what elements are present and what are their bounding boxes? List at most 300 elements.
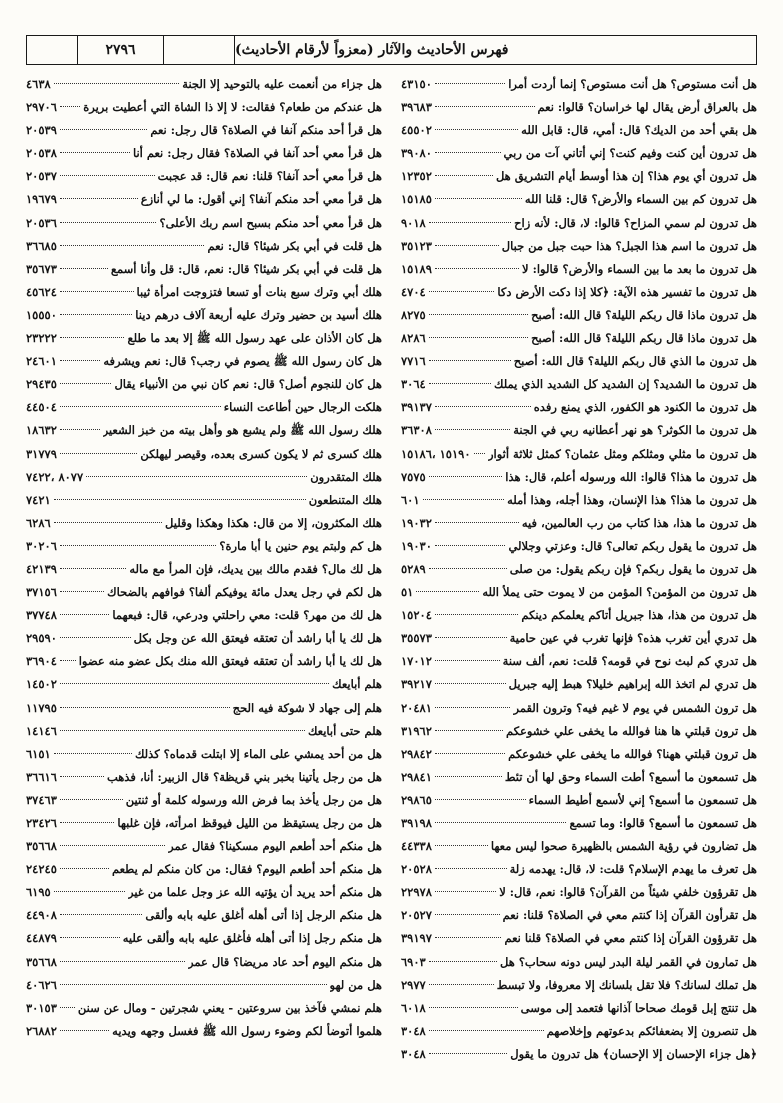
entry-text: هلم نمشي فآخذ بين سروعتين - يعني شجرتين - ومال عن سنن [77, 1000, 382, 1015]
index-entry [401, 697, 757, 720]
entry-text: هل تدرون ما هذا، هذا كتاب من رب العالمين، فيه [521, 515, 757, 530]
entry-text: هل تدرون ما الذي قال ربكم الليلة؟ قال الله: أصبح [513, 354, 757, 369]
index-entry [401, 142, 757, 165]
entry-reference: ٤٣١٥٠ [401, 77, 432, 91]
entry-reference: ٢٦٨٨٢ [26, 1023, 57, 1038]
page-header [26, 35, 757, 65]
dot-leader [60, 106, 80, 107]
dot-leader [435, 429, 510, 430]
dot-leader [474, 453, 485, 454]
dot-leader [60, 1030, 109, 1031]
entry-reference: ٣٥٦٦٨ [26, 954, 57, 969]
entry-text: هل لك مال؟ فقدم مالك بين يديك، فإن المرأ مع ماله [129, 561, 382, 576]
entry-text: هلم إلى جهاد لا شوكة فيه الحج [232, 700, 382, 715]
entry-reference: ٢٠٥٣٩ [26, 123, 57, 138]
entry-reference: ٦٠١٨ [401, 1000, 426, 1015]
entry-reference: ٢٠٥٢٧ [401, 908, 432, 923]
index-entry [26, 466, 382, 489]
entry-text: هل قرأ معي أحد منكم آنفا؟ إني أقول: ما لي أنازع [140, 192, 382, 207]
entry-reference: ٥٢٨٩ [401, 561, 426, 576]
entry-reference: ٣٧٤٦٣ [26, 792, 57, 807]
dot-leader [435, 198, 522, 199]
entry-text: هل كان الأذان على عهد رسول الله ﷺ إلا بعد ما طلع [127, 331, 382, 346]
entry-text: هلم أبايعك [332, 677, 382, 692]
entry-reference: ٣٩٠٨٠ [401, 146, 432, 161]
index-entry [26, 904, 382, 927]
entry-text: هل لك يا أبا راشد أن تعتقه فيعتق الله عن وجل بكل [133, 631, 382, 646]
entry-reference: ٩٠١٨ [401, 215, 426, 230]
entry-text: هل تدرون لم سمي المزاح؟ قالوا: لا، قال: لأنه زاح [514, 215, 757, 230]
entry-reference: ٤٥٦٢٤ [26, 284, 57, 299]
dot-leader [60, 314, 132, 315]
dot-leader [60, 660, 76, 661]
entry-reference: ١٥٢٠٤ [401, 608, 432, 623]
entry-text: هلك أسيد بن حضير وترك عليه أربعة آلاف درهم دينا [135, 307, 382, 322]
dot-leader [435, 753, 505, 754]
entry-text: هل بالعراق أرض يقال لها خراسان؟ قالوا: نعم [537, 100, 757, 115]
dot-leader [60, 175, 155, 176]
entry-text: هل تعرف ما يهدم الإسلام؟ قلت: لا، قال: يهدمه زلة [509, 862, 757, 877]
entry-text: هل قرأ أحد منكم آنفا في الصلاة؟ قال رجل: نعم [150, 123, 382, 138]
dot-leader [429, 222, 511, 223]
index-entry [26, 927, 382, 950]
dot-leader [435, 845, 488, 846]
entry-text: هل تدرون ما مثلي ومثلكم ومثل عثمان؟ كمثل ثلاثة أثوار [487, 446, 757, 461]
entry-text: هل تدري لم اتخذ الله إبراهيم خليلا؟ هبط إليه جبريل [508, 677, 757, 692]
dot-leader [429, 1007, 518, 1008]
dot-leader [54, 753, 132, 754]
entry-reference: ٢٩٨٤٢ [401, 746, 432, 761]
entry-reference: ٦٠١ [401, 492, 420, 507]
index-entry [26, 512, 382, 535]
dot-leader [60, 1007, 75, 1008]
dot-leader [60, 799, 123, 800]
index-entry [401, 627, 757, 650]
index-entry [26, 142, 382, 165]
dot-leader [60, 683, 329, 684]
dot-leader [435, 891, 496, 892]
index-entry [401, 835, 757, 858]
entry-reference: ٣٥٥٧٣ [401, 631, 432, 646]
dot-leader [429, 360, 511, 361]
dot-leader [429, 961, 497, 962]
dot-leader [60, 268, 108, 269]
entry-reference: ٨٢٨٦ [401, 331, 426, 346]
entry-text: هل تسمعون ما أسمع؟ إني لأسمع أطيط السماء [528, 792, 757, 807]
dot-leader [60, 776, 104, 777]
index-entry [401, 466, 757, 489]
entry-reference: ٣٥٦٧٣ [26, 261, 57, 276]
entry-text: هل تملك لسانك؟ فلا تقل بلسانك إلا معروفا، ولا تبسط [496, 977, 757, 992]
dot-leader [54, 891, 125, 892]
entry-text: هل تدرون ما بعد ما بين السماء والأرض؟ قالوا: لا [522, 261, 757, 276]
entry-reference: ١٨٦٣٢ [26, 423, 57, 438]
dot-leader [435, 914, 500, 915]
entry-reference: ٣٩٦٨٣ [401, 100, 432, 115]
entry-reference: ٣٠١٥٣ [26, 1000, 57, 1015]
dot-leader [60, 198, 138, 199]
entry-reference: ٣٠٤٨ [401, 1046, 426, 1061]
entry-text: هل ترون الشمس في يوم لا غيم فيه؟ وترون القمر [513, 700, 757, 715]
index-entry [26, 974, 382, 997]
dot-leader [54, 83, 180, 84]
entry-text: هل منكم أحد أطعم اليوم مسكينا؟ فقال عمر [168, 839, 382, 854]
dot-leader [435, 545, 506, 546]
index-entry [26, 443, 382, 466]
entry-text: هل منكم اليوم أحد عاد مريضا؟ قال عمر [188, 954, 382, 969]
index-entry [401, 73, 757, 96]
index-entry [401, 812, 757, 835]
dot-leader [423, 499, 505, 500]
index-entry [26, 673, 382, 696]
entry-text: هل تدرون ماذا قال ربكم الليلة؟ قال الله: أصبح [531, 307, 757, 322]
dot-leader [54, 499, 306, 500]
dot-leader [435, 799, 526, 800]
entry-reference: ٢٠٥٣٧ [26, 169, 57, 184]
entry-text: هل من رجل يأخذ بما فرض الله ورسوله كلمة أو ثنتين [125, 792, 382, 807]
index-entry [401, 489, 757, 512]
entry-text: هل من رجل يستيقظ من الليل فيوقظ امرأته، فإن غلبها [117, 816, 382, 830]
dot-leader [429, 383, 491, 384]
entry-text: هل قرأ معي أحد آنفا في الصلاة؟ فقال رجل: نعم أنا [132, 146, 382, 161]
entry-reference: ١٩٠٣٠ [401, 538, 432, 553]
index-entry [26, 558, 382, 581]
dot-leader [435, 683, 506, 684]
entry-reference: ٨٢٧٥ [401, 307, 426, 322]
entry-text: هل منكم أحد يريد أن يؤتيه الله عز وجل علما من غير [127, 885, 382, 900]
entry-reference: ٣٦٦١٦ [26, 769, 57, 784]
dot-leader [429, 314, 528, 315]
entry-reference: ٦١٥١ [26, 746, 51, 761]
index-entry [401, 188, 757, 211]
dot-leader [429, 291, 495, 292]
entry-text: هل لك يا أبا راشد أن تعتقه فيعتق الله منك بكل عضو منه عضوا [78, 654, 382, 669]
entry-reference: ٢٠٥٣٨ [26, 146, 57, 161]
entry-reference: ٢٤٦٠١ [26, 354, 57, 369]
index-entry [401, 720, 757, 743]
index-entry [401, 165, 757, 188]
dot-leader [435, 106, 535, 107]
index-entry [26, 951, 382, 974]
entry-text: هل قلت في أبي بكر شيئا؟ قال: نعم، قال: قل وأنا أسمع [110, 261, 382, 276]
entry-reference: ١٤٥٠٢ [26, 677, 57, 692]
dot-leader [435, 175, 493, 176]
index-entry [401, 119, 757, 142]
entry-text: هل كم ولبتم يوم حنين يا أبا مارة؟ [219, 538, 382, 553]
dot-leader [60, 360, 100, 361]
entry-text: هل تدرون أين كنت وفيم كنت؟ إني أتاني آت من ربي [503, 146, 757, 161]
index-entry [26, 281, 382, 304]
dot-leader [429, 1053, 508, 1054]
entry-text: هلك المتقدرون [310, 469, 382, 484]
entry-text: هل لك من مهر؟ قلت: معي راحلتي ودرعي، قال: فبعهما [112, 608, 382, 623]
dot-leader [60, 429, 100, 430]
dot-leader [60, 129, 147, 130]
dot-leader [60, 337, 125, 338]
dot-leader [435, 707, 511, 708]
index-entry [401, 258, 757, 281]
index-entry [401, 951, 757, 974]
left-column [26, 73, 382, 1066]
index-entry [26, 419, 382, 442]
entry-reference: ٢٤٢٤٥ [26, 862, 57, 877]
index-entry [26, 1020, 382, 1043]
entry-reference: ١٩٦٧٩ [26, 192, 57, 207]
index-entry [26, 96, 382, 119]
index-entry [401, 650, 757, 673]
entry-reference: ٢٣٢٢٢ [26, 331, 57, 346]
entry-reference: ٣٩١٩٨ [401, 816, 432, 830]
index-entry [401, 927, 757, 950]
index-entry [26, 720, 382, 743]
entry-reference: ٣٧١٥٦ [26, 585, 57, 600]
dot-leader [60, 245, 205, 246]
index-entry [401, 350, 757, 373]
entry-reference: ٢٣٤٢٦ [26, 816, 57, 830]
entry-reference: ١٧٠١٢ [401, 654, 432, 669]
index-entry [26, 789, 382, 812]
index-entry [26, 73, 382, 96]
index-entry [26, 489, 382, 512]
index-entry [401, 212, 757, 235]
entry-text: هل تسمعون ما أسمع؟ أطت السماء وحق لها أن تئط [504, 769, 757, 784]
entry-reference: ٤٤٣٣٨ [401, 839, 432, 854]
index-entry [401, 396, 757, 419]
dot-leader [60, 868, 109, 869]
entry-text: هل تدرون ما الكنود هو الكفور، الذي يمنع رفده [533, 400, 757, 415]
index-entry [401, 1020, 757, 1043]
entry-text: هل تنتج إبل قومك صحاحا آذانها فتعمد إلى موسى [520, 1000, 757, 1015]
index-entry [26, 119, 382, 142]
entry-reference: ١٥١٩٠ ،١٥١٨٦ [401, 446, 471, 461]
entry-text: هل تقرؤون القرآن إذا كنتم معي في الصلاة؟ قلنا نعم [504, 931, 757, 946]
entry-text: هل تدرون ماذا قال ربكم الليلة؟ قال الله: أصبح [531, 331, 757, 346]
entry-reference: ٢٢٩٧٨ [401, 885, 432, 900]
index-entry [26, 327, 382, 350]
index-columns [26, 73, 757, 1066]
index-entry [26, 235, 382, 258]
dot-leader [60, 406, 221, 407]
dot-leader [60, 453, 137, 454]
dot-leader [60, 383, 112, 384]
entry-text: هل تدري كم لبث نوح في قومه؟ قلت: نعم، ألف سنة [502, 654, 757, 669]
index-entry [401, 96, 757, 119]
entry-reference: ٤٢١٣٩ [26, 561, 57, 576]
entry-text: هل تدرون ما الشديد؟ إن الشديد كل الشديد الذي يملك [494, 377, 757, 392]
index-entry [26, 165, 382, 188]
index-entry [401, 789, 757, 812]
dot-leader [54, 522, 162, 523]
index-entry [26, 743, 382, 766]
entry-reference: ٦٢٨٦ [26, 515, 51, 530]
index-entry [401, 881, 757, 904]
index-entry [26, 581, 382, 604]
entry-text: هل تدرون ما الكوثر؟ هو نهر أعطانيه ربي في الجنة [513, 423, 757, 438]
entry-reference: ٣٩١٩٧ [401, 931, 432, 946]
entry-reference: ٣٥٦٦٨ [26, 839, 57, 854]
entry-text: هل تدري أين تغرب هذه؟ فإنها تغرب في عين حامية [509, 631, 757, 646]
entry-text: هل تدرون من هذا، هذا جبريل أتاكم يعلمكم دينكم [521, 608, 757, 623]
dot-leader [435, 406, 531, 407]
entry-reference: ٤٧٠٤ [401, 284, 426, 299]
dot-leader [60, 984, 327, 985]
entry-reference: ٤٠٦٢٦ [26, 977, 57, 992]
index-entry [401, 304, 757, 327]
dot-leader [435, 614, 518, 615]
index-entry [401, 1043, 757, 1066]
index-entry [26, 997, 382, 1020]
entry-text: هل منكم الرجل إذا أتى أهله أغلق عليه بابه وألقى [145, 908, 382, 923]
dot-leader [60, 937, 120, 938]
index-entry [401, 904, 757, 927]
index-entry [401, 443, 757, 466]
dot-leader [60, 730, 305, 731]
entry-text: هل قرأ معي أحد منكم بسبح اسم ربك الأعلى؟ [159, 215, 382, 230]
entry-reference: ٣١٩٦٢ [401, 723, 432, 738]
entry-text: هل تدرون من المؤمن؟ المؤمن من لا يموت حتى يملأ الله [482, 585, 757, 600]
entry-text: هل بقي أحد من الديك؟ قال: أمي، قال: قابل الله [521, 123, 757, 138]
entry-text: هل من أحد يمشي على الماء إلا ابتلت قدماه؟ كذلك [134, 746, 382, 761]
dot-leader [435, 245, 499, 246]
right-column [401, 73, 757, 1066]
entry-reference: ٣١٧٧٩ [26, 446, 57, 461]
entry-text: هل ترون قبلتي ها هنا فوالله ما يخفى علي خشوعكم [505, 723, 757, 738]
index-entry [401, 373, 757, 396]
entry-reference: ٢٠٤٨١ [401, 700, 432, 715]
dot-leader [429, 984, 494, 985]
dot-leader [60, 845, 165, 846]
entry-text: هل منكم أحد أطعم اليوم؟ فقال: من كان منكم لم يطعم [111, 862, 382, 877]
dot-leader [60, 707, 230, 708]
entry-reference: ١٩٠٣٢ [401, 515, 432, 530]
entry-reference: ٧٧١٦ [401, 354, 426, 369]
index-entry [401, 535, 757, 558]
header-blank-cell [27, 36, 78, 64]
dot-leader [60, 152, 130, 153]
entry-text: هل تضارون في رؤية الشمس بالظهيرة صحوا ليس معها [490, 839, 757, 854]
dot-leader [416, 591, 479, 592]
entry-reference: ٢٩٨٤١ [401, 769, 432, 784]
index-entry [26, 766, 382, 789]
index-entry [26, 188, 382, 211]
entry-text: هل قلت في أبي بكر شيئا؟ قال: نعم [207, 238, 382, 253]
dot-leader [60, 614, 109, 615]
index-entry [401, 743, 757, 766]
entry-text: هل كان رسول الله ﷺ يصوم في رجب؟ قال: نعم ويشرفه [103, 354, 382, 369]
entry-reference: ٢٩٥٩٠ [26, 631, 57, 646]
entry-reference: ٧٤٢١ [26, 492, 51, 507]
entry-reference: ٢٠٥٣٦ [26, 215, 57, 230]
entry-reference: ١٥١٨٥ [401, 192, 432, 207]
entry-text: هل تقرأون القرآن إذا كنتم معي في الصلاة؟ قلنا: نعم [502, 908, 757, 923]
index-page [26, 35, 757, 1085]
dot-leader [60, 222, 157, 223]
entry-reference: ١٥١٨٩ [401, 261, 432, 276]
entry-reference: ٣٠٢٠٦ [26, 538, 57, 553]
entry-text: هل تنصرون إلا بضعفائكم بدعوتهم وإخلاصهم [546, 1023, 757, 1038]
entry-reference: ١٢٣٥٢ [401, 169, 432, 184]
entry-reference: ٣٩٢١٧ [401, 677, 432, 692]
entry-text: هل أنت مستوص؟ هل أنت مستوص؟ إنما أردت أمرا [508, 77, 757, 91]
entry-text: هل تقرؤون خلفي شيئاً من القرآن؟ قالوا: نعم، قال: لا [499, 885, 757, 900]
entry-reference: ٣٩١٣٧ [401, 400, 432, 415]
dot-leader [60, 914, 142, 915]
entry-reference: ٢٠٥٢٨ [401, 862, 432, 877]
entry-text: هل كان للنجوم أصل؟ قال: نعم كان نبي من الأنبياء يقال [114, 377, 382, 392]
index-entry [26, 812, 382, 835]
entry-reference: ٣٧٧٤٨ [26, 608, 57, 623]
index-entry [26, 304, 382, 327]
entry-reference: ٢٩٧٧ [401, 977, 426, 992]
entry-text: هلكت الرجال حين أطاعت النساء [223, 400, 382, 415]
entry-reference: ٧٥٧٥ [401, 469, 426, 484]
dot-leader [435, 776, 502, 777]
index-entry [401, 581, 757, 604]
entry-text: هل تدرون ما يقول ربكم تعالى؟ قال: وعزتي وجلالي [508, 538, 757, 553]
entry-reference: ١٤١٤٦ [26, 723, 57, 738]
entry-text: هل تدرون ما اسم هذا الجبل؟ هذا حبت جبل من جبال [501, 238, 757, 253]
entry-text: هلم حتى أبايعك [307, 723, 382, 738]
index-entry [26, 858, 382, 881]
index-entry [401, 235, 757, 258]
index-entry [401, 327, 757, 350]
entry-reference: ٤٤٨٧٩ [26, 931, 57, 946]
entry-reference: ٣٦٣٠٨ [401, 423, 432, 438]
dot-leader [435, 268, 519, 269]
entry-text: هل تدرون ما هذا؟ قالوا: الله ورسوله أعلم، قال: هذا [505, 469, 757, 484]
entry-reference: ٦١٩٥ [26, 885, 51, 900]
entry-text: هل ترون قبلتي ههنا؟ فوالله ما يخفى علي خشوعكم [508, 746, 757, 761]
entry-reference: ٥١ [401, 585, 414, 600]
entry-text: هل جزاء من أنعمت عليه بالتوحيد إلا الجنة [182, 77, 382, 91]
index-entry [26, 604, 382, 627]
index-entry [401, 604, 757, 627]
dot-leader [60, 822, 114, 823]
entry-reference: ٤٤٥٠٤ [26, 400, 57, 415]
entry-text: هل تدرون أي يوم هذا؟ إن هذا أوسط أيام التشريق هل [495, 169, 757, 184]
entry-reference: ٣٠٤٨ [401, 1023, 426, 1038]
index-entry [401, 512, 757, 535]
entry-text: هلك رسول الله ﷺ ولم يشبع هو وأهل بيته من خبز الشعير [102, 423, 382, 438]
entry-reference: ٣٠٦٤ [401, 377, 426, 392]
index-entry [26, 373, 382, 396]
index-entry [26, 835, 382, 858]
dot-leader [435, 822, 567, 823]
dot-leader [435, 83, 505, 84]
entry-reference: ٣٥١٢٣ [401, 238, 432, 253]
index-entry [26, 535, 382, 558]
dot-leader [60, 637, 131, 638]
dot-leader [429, 476, 503, 477]
index-entry [401, 419, 757, 442]
entry-text: هل تسمعون ما أسمع؟ قالوا: وما تسمع [569, 816, 757, 830]
dot-leader [435, 868, 507, 869]
entry-reference: ٤٥٥٠٢ [401, 123, 432, 138]
index-entry [401, 673, 757, 696]
dot-leader [60, 961, 185, 962]
index-entry [26, 650, 382, 673]
dot-leader [435, 637, 507, 638]
entry-text: هل تدرون ما تفسير هذه الآية: ﴿كلا إذا دكت الأرض دكا [497, 284, 757, 299]
entry-text: هل قرأ معي أحد آنفا؟ قلنا: نعم قال: قد عجبت [157, 169, 382, 184]
entry-reference: ٢٩٤٣٥ [26, 377, 57, 392]
entry-text: هلك أبي وترك سبع بنات أو تسعا فتزوجت امرأة ثيبا [136, 284, 382, 299]
entry-reference: ٣٦٩٠٤ [26, 654, 57, 669]
dot-leader [435, 522, 519, 523]
dot-leader [86, 476, 307, 477]
dot-leader [429, 568, 507, 569]
entry-reference: ١١٧٩٥ [26, 700, 57, 715]
